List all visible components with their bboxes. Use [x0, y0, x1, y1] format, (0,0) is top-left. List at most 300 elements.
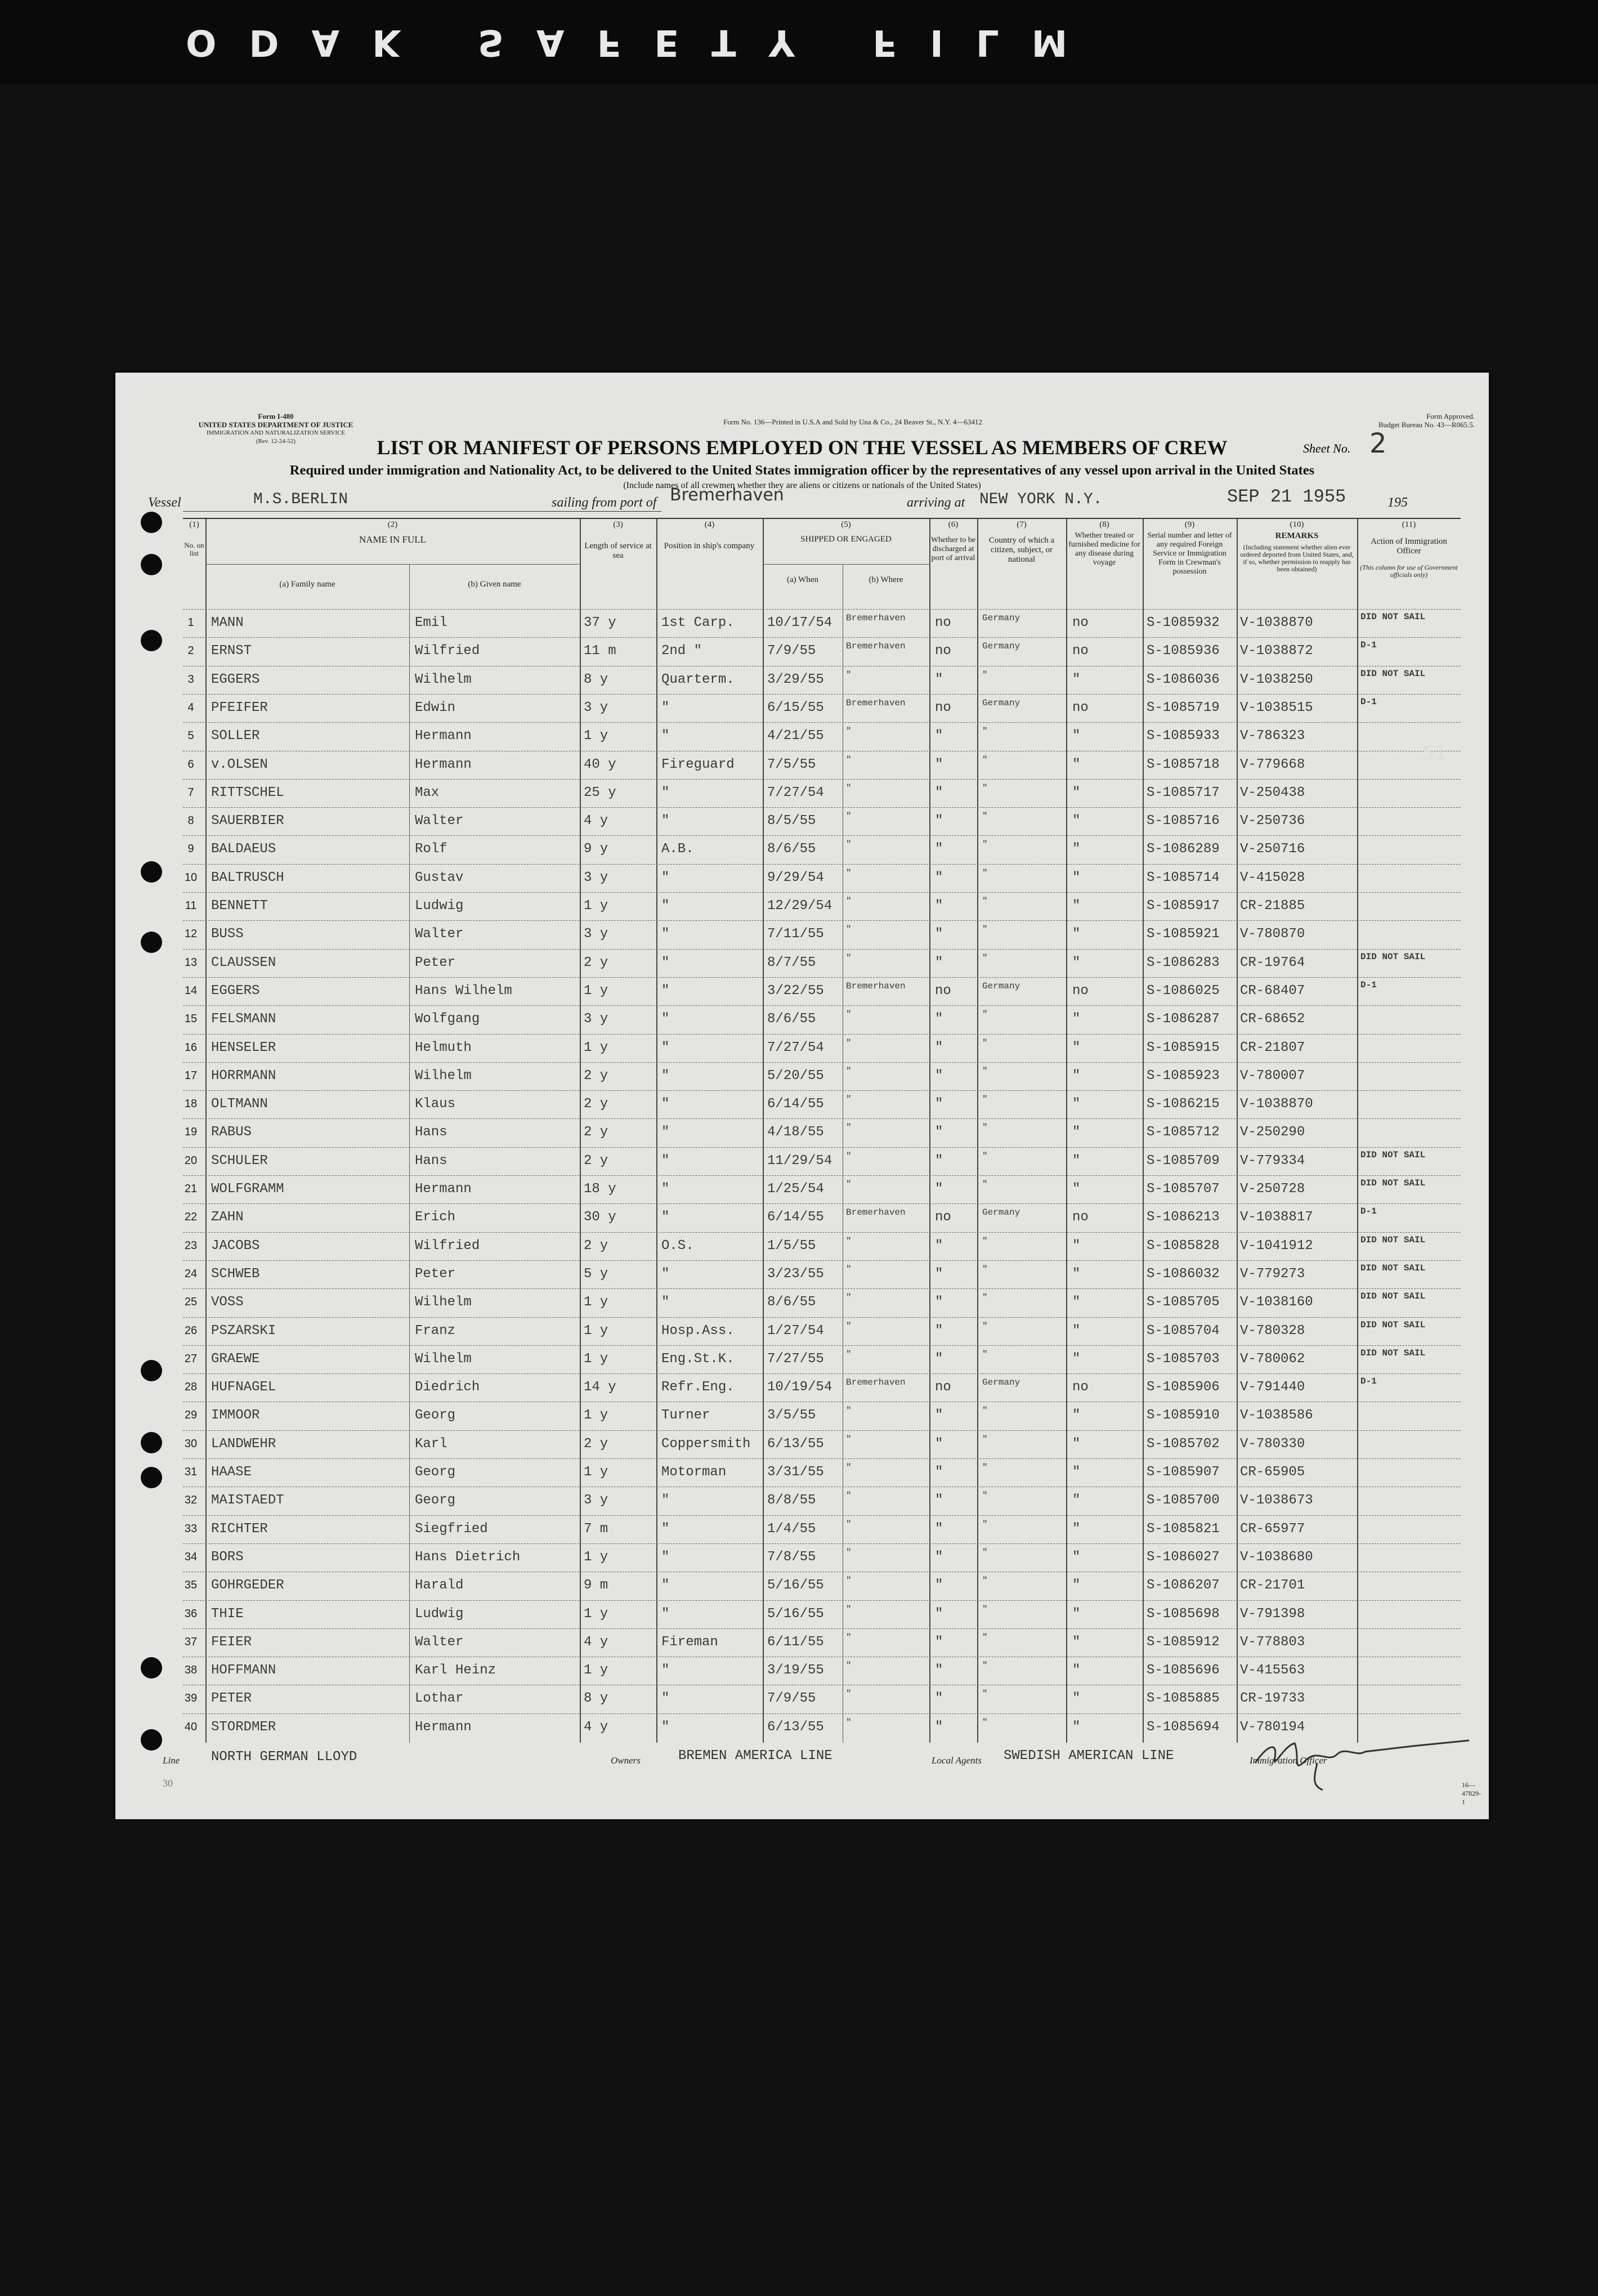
col-header-where: (b) Where	[869, 575, 903, 584]
cell-serial: S-1086287	[1147, 1012, 1220, 1027]
table-row	[183, 1118, 1461, 1147]
cell-treated: no	[1072, 1210, 1089, 1225]
cell-treated: "	[1072, 1634, 1081, 1650]
cell-given: Hermann	[415, 728, 472, 744]
table-row	[183, 1458, 1461, 1487]
cell-dis: "	[935, 1578, 943, 1594]
cell-country: Germany	[982, 613, 1020, 623]
form-approved: Form Approved.	[1426, 412, 1475, 420]
cell-country: "	[982, 726, 988, 737]
budget-number: Budget Bureau No. 43—R065.5.	[1378, 420, 1475, 429]
table-row	[183, 1657, 1461, 1685]
cell-when: 8/8/55	[767, 1493, 816, 1509]
cell-country: "	[982, 1689, 988, 1699]
cell-when: 3/19/55	[767, 1663, 824, 1679]
row-number: 2	[187, 645, 194, 657]
cell-serial: S-1085885	[1147, 1691, 1220, 1707]
col-header-remarks: REMARKS	[1275, 531, 1319, 540]
cell-treated: "	[1072, 1549, 1081, 1565]
cell-len: 2 y	[584, 1153, 608, 1169]
cell-family: JACOBS	[211, 1238, 260, 1254]
cell-pos: "	[661, 1521, 670, 1537]
cell-given: Hermann	[415, 757, 472, 772]
cell-remarks: V-1038680	[1240, 1549, 1313, 1565]
cell-where: Bremerhaven	[846, 613, 906, 623]
cell-serial: S-1085700	[1147, 1493, 1220, 1509]
cell-country: "	[982, 1491, 988, 1501]
cell-country: "	[982, 952, 988, 963]
cell-where: Bremerhaven	[846, 981, 906, 991]
cell-pos: "	[661, 1012, 670, 1027]
cell-dis: no	[935, 700, 951, 715]
cell-serial: S-1085707	[1147, 1181, 1220, 1197]
cell-country: "	[982, 839, 988, 850]
cell-when: 10/17/54	[767, 615, 832, 630]
cell-remarks: V-1038586	[1240, 1408, 1313, 1424]
col-num-3: (3)	[613, 520, 623, 529]
cell-given: Peter	[415, 1266, 456, 1282]
cell-serial: S-1085709	[1147, 1153, 1220, 1169]
cell-treated: "	[1072, 1436, 1081, 1452]
row-number: 36	[184, 1607, 198, 1620]
cell-pos: "	[661, 700, 670, 715]
vessel-underline	[183, 511, 661, 512]
cell-dis: "	[935, 1040, 943, 1055]
table-row	[183, 751, 1461, 780]
cell-remarks: V-1041912	[1240, 1238, 1313, 1254]
cell-pos: Refr.Eng.	[661, 1380, 735, 1395]
cell-where: "	[846, 669, 852, 680]
cell-when: 3/23/55	[767, 1266, 824, 1282]
cell-pos: "	[661, 1719, 670, 1735]
row-number: 1	[187, 616, 194, 629]
cell-len: 25 y	[584, 785, 616, 800]
cell-when: 6/14/55	[767, 1210, 824, 1225]
cell-len: 1 y	[584, 1663, 608, 1679]
row-number: 14	[184, 984, 198, 997]
cell-treated: "	[1072, 1040, 1081, 1055]
cell-where: "	[846, 1009, 852, 1020]
cell-dis: "	[935, 1549, 943, 1565]
cell-dis: "	[935, 1012, 943, 1027]
table-row	[183, 864, 1461, 893]
cell-serial: S-1085923	[1147, 1068, 1220, 1084]
cell-given: Wolfgang	[415, 1012, 480, 1027]
cell-pos: "	[661, 983, 670, 999]
cell-treated: "	[1072, 1096, 1081, 1112]
cell-family: MANN	[211, 615, 244, 630]
cell-country: "	[982, 782, 988, 793]
cell-where: "	[846, 1094, 852, 1105]
cell-family: THIE	[211, 1606, 244, 1622]
row-number: 10	[184, 871, 198, 884]
cell-pos: "	[661, 1040, 670, 1055]
cell-given: Ludwig	[415, 1606, 464, 1622]
cell-country: "	[982, 754, 988, 765]
cell-remarks: V-250438	[1240, 785, 1305, 800]
row-number: 6	[187, 758, 194, 771]
cell-where: "	[846, 1576, 852, 1586]
cell-serial: S-1085906	[1147, 1380, 1220, 1395]
cell-when: 6/13/55	[767, 1719, 824, 1735]
cell-family: WOLFGRAMM	[211, 1181, 284, 1197]
sailing-label: sailing from port of	[552, 495, 657, 510]
cell-pos: "	[661, 898, 670, 914]
table-row	[183, 779, 1461, 808]
col-header-remarks-note: (Including statement whether alien ever ordered deported from United States, and, if so, whether permission to reapply has been obtained)	[1240, 543, 1354, 573]
cell-len: 3 y	[584, 1012, 608, 1027]
cell-remarks: CR-21807	[1240, 1040, 1305, 1055]
cell-pos: Quarterm.	[661, 672, 735, 687]
cell-given: Peter	[415, 955, 456, 970]
table-row	[183, 1005, 1461, 1034]
cell-pos: 2nd "	[661, 643, 702, 659]
cell-country: "	[982, 1151, 988, 1161]
cell-where: "	[846, 782, 852, 793]
cell-pos: "	[661, 785, 670, 800]
cell-len: 3 y	[584, 1493, 608, 1509]
row-number: 31	[184, 1466, 198, 1478]
cell-family: FEIER	[211, 1634, 252, 1650]
cell-country: "	[982, 1547, 988, 1557]
printer-line: Form No. 136—Printed in U.S.A and Sold by Una & Co., 24 Beaver St., N.Y. 4—63412	[723, 418, 982, 426]
cell-treated: "	[1072, 728, 1081, 744]
table-row	[183, 1062, 1461, 1091]
cell-treated: "	[1072, 1181, 1081, 1197]
cell-remarks: V-1038515	[1240, 700, 1313, 715]
cell-family: ERNST	[211, 643, 252, 659]
cell-remarks: V-780328	[1240, 1323, 1305, 1339]
cell-where: "	[846, 839, 852, 850]
cell-country: "	[982, 1179, 988, 1189]
cell-serial: S-1085705	[1147, 1295, 1220, 1310]
punch-hole	[141, 554, 162, 575]
cell-when: 11/29/54	[767, 1153, 832, 1169]
cell-given: Franz	[415, 1323, 456, 1339]
cell-len: 1 y	[584, 898, 608, 914]
cell-treated: "	[1072, 1663, 1081, 1679]
cell-when: 7/11/55	[767, 927, 824, 942]
line-value: NORTH GERMAN LLOYD	[211, 1749, 357, 1765]
row-number: 17	[184, 1069, 198, 1082]
cell-country: "	[982, 1462, 988, 1473]
cell-where: "	[846, 1462, 852, 1473]
cell-treated: no	[1072, 1380, 1089, 1395]
table-row	[183, 835, 1461, 864]
cell-when: 8/6/55	[767, 1295, 816, 1310]
cell-family: PETER	[211, 1691, 252, 1707]
cell-serial: S-1085718	[1147, 757, 1220, 772]
cell-given: Wilhelm	[415, 672, 472, 687]
cell-when: 7/27/55	[767, 1351, 824, 1367]
cell-len: 7 m	[584, 1521, 608, 1537]
table-row	[183, 1487, 1461, 1515]
cell-dis: "	[935, 1691, 943, 1707]
row-number: 11	[185, 899, 197, 912]
cell-where: "	[846, 1632, 852, 1642]
cell-serial: S-1085936	[1147, 643, 1220, 659]
cell-remarks: V-780007	[1240, 1068, 1305, 1084]
cell-remarks: V-780870	[1240, 927, 1305, 942]
cell-where: "	[846, 867, 852, 878]
cell-remarks: V-779668	[1240, 757, 1305, 772]
cell-when: 8/6/55	[767, 842, 816, 857]
cell-country: "	[982, 1576, 988, 1586]
cell-remarks: V-250290	[1240, 1125, 1305, 1140]
table-row	[183, 1572, 1461, 1600]
cell-family: ZAHN	[211, 1210, 244, 1225]
cell-pos: A.B.	[661, 842, 694, 857]
cell-pos: 1st Carp.	[661, 615, 735, 630]
officer-signature	[1244, 1724, 1480, 1797]
cell-len: 1 y	[584, 1465, 608, 1480]
manifest-title: LIST OR MANIFEST OF PERSONS EMPLOYED ON THE VESSEL AS MEMBERS OF CREW	[377, 436, 1228, 459]
cell-when: 1/4/55	[767, 1521, 816, 1537]
cell-len: 37 y	[584, 615, 616, 630]
cell-serial: S-1085821	[1147, 1521, 1220, 1537]
cell-remarks: V-1038870	[1240, 1096, 1313, 1112]
cell-family: GOHRGEDER	[211, 1578, 284, 1594]
cell-serial: S-1085910	[1147, 1408, 1220, 1424]
table-row	[183, 637, 1461, 666]
cell-dis: "	[935, 813, 943, 829]
cell-where: "	[846, 811, 852, 822]
cell-treated: "	[1072, 955, 1081, 970]
cell-treated: "	[1072, 1465, 1081, 1480]
cell-len: 8 y	[584, 1691, 608, 1707]
punch-hole	[141, 861, 162, 883]
punch-hole	[141, 1657, 162, 1679]
cell-where: "	[846, 1037, 852, 1048]
cell-family: IMMOOR	[211, 1408, 260, 1424]
agents-label: Local Agents	[932, 1755, 982, 1766]
cell-pos: "	[661, 728, 670, 744]
cell-family: STORDMER	[211, 1719, 276, 1735]
name-header-rule	[205, 564, 579, 565]
cell-family: SAUERBIER	[211, 813, 284, 829]
cell-action: D-1	[1360, 640, 1377, 651]
cell-given: Walter	[415, 1634, 464, 1650]
page-mark: 30	[163, 1778, 173, 1789]
cell-treated: "	[1072, 927, 1081, 942]
row-number: 13	[184, 956, 198, 969]
cell-where: "	[846, 1434, 852, 1444]
cell-len: 2 y	[584, 955, 608, 970]
cell-dis: "	[935, 1295, 943, 1310]
cell-remarks: V-250716	[1240, 842, 1305, 857]
table-row	[183, 1373, 1461, 1402]
cell-pos: "	[661, 1493, 670, 1509]
cell-len: 11 m	[584, 643, 616, 659]
cell-when: 7/9/55	[767, 1691, 816, 1707]
cell-where: "	[846, 896, 852, 906]
col-header-action-note: (This column for use of Government officials only)	[1360, 563, 1458, 579]
cell-serial: S-1086213	[1147, 1210, 1220, 1225]
cell-len: 30 y	[584, 1210, 616, 1225]
cell-where: "	[846, 1066, 852, 1076]
cell-when: 6/11/55	[767, 1634, 824, 1650]
cell-given: Karl	[415, 1436, 447, 1452]
cell-country: "	[982, 1717, 988, 1727]
cell-pos: "	[661, 1663, 670, 1679]
cell-dis: no	[935, 643, 951, 659]
cell-len: 40 y	[584, 757, 616, 772]
table-row	[183, 892, 1461, 921]
cell-when: 5/20/55	[767, 1068, 824, 1084]
cell-remarks: V-791440	[1240, 1380, 1305, 1395]
agents-value: SWEDISH AMERICAN LINE	[1004, 1748, 1174, 1764]
cell-action: D-1	[1360, 979, 1377, 990]
cell-serial: S-1085912	[1147, 1634, 1220, 1650]
cell-pos: "	[661, 1210, 670, 1225]
table-row	[183, 694, 1461, 723]
cell-family: SCHWEB	[211, 1266, 260, 1282]
cell-len: 2 y	[584, 1096, 608, 1112]
cell-action: DID NOT SAIL	[1360, 1234, 1426, 1245]
cell-pos: "	[661, 1606, 670, 1622]
col-header-length: Length of service at sea	[584, 541, 652, 560]
cell-len: 1 y	[584, 1408, 608, 1424]
punch-hole	[141, 630, 162, 651]
cell-treated: "	[1072, 1408, 1081, 1424]
cell-len: 2 y	[584, 1436, 608, 1452]
cell-serial: S-1086036	[1147, 672, 1220, 687]
cell-given: Hans	[415, 1125, 447, 1140]
cell-serial: S-1085704	[1147, 1323, 1220, 1339]
row-number: 19	[184, 1126, 198, 1139]
col-num-10: (10)	[1290, 520, 1304, 529]
cell-pos: "	[661, 1181, 670, 1197]
cell-country: "	[982, 1122, 988, 1133]
row-number: 30	[184, 1437, 198, 1450]
cell-family: EGGERS	[211, 983, 260, 999]
cell-country: "	[982, 924, 988, 935]
cell-dis: "	[935, 1521, 943, 1537]
cell-family: VOSS	[211, 1295, 244, 1310]
cell-len: 1 y	[584, 728, 608, 744]
cell-remarks: V-779334	[1240, 1153, 1305, 1169]
row-number: 35	[184, 1579, 198, 1592]
cell-country: "	[982, 1434, 988, 1444]
cell-given: Emil	[415, 615, 447, 630]
cell-family: PFEIFER	[211, 700, 268, 715]
cell-serial: S-1085717	[1147, 785, 1220, 800]
form-number: Form I-480	[258, 412, 294, 420]
cell-given: Wilfried	[415, 643, 480, 659]
cell-len: 18 y	[584, 1181, 616, 1197]
cell-pos: Fireman	[661, 1634, 718, 1650]
cell-where: "	[846, 1321, 852, 1331]
cell-family: BUSS	[211, 927, 244, 942]
cell-when: 10/19/54	[767, 1380, 832, 1395]
cell-when: 7/27/54	[767, 1040, 824, 1055]
cell-treated: "	[1072, 870, 1081, 885]
cell-where: "	[846, 1604, 852, 1614]
cell-dis: "	[935, 1634, 943, 1650]
year-suffix: 195	[1387, 495, 1408, 510]
cell-action: D-1	[1360, 1206, 1377, 1217]
cell-remarks: V-779273	[1240, 1266, 1305, 1282]
table-row	[183, 666, 1461, 695]
arrival-date-stamp: SEP 21 1955	[1227, 486, 1346, 507]
cell-serial: S-1086027	[1147, 1549, 1220, 1565]
cell-treated: "	[1072, 898, 1081, 914]
cell-treated: "	[1072, 1493, 1081, 1509]
cell-where: Bremerhaven	[846, 697, 906, 708]
table-row	[183, 807, 1461, 836]
cell-action: DID NOT SAIL	[1360, 1291, 1426, 1302]
col-num-5: (5)	[841, 520, 851, 529]
table-row	[183, 1345, 1461, 1374]
cell-dis: "	[935, 757, 943, 772]
cell-family: RICHTER	[211, 1521, 268, 1537]
cell-when: 7/5/55	[767, 757, 816, 772]
cell-where: "	[846, 1406, 852, 1416]
cell-serial: S-1085915	[1147, 1040, 1220, 1055]
cell-when: 1/5/55	[767, 1238, 816, 1254]
cell-dis: "	[935, 1096, 943, 1112]
table-row	[183, 1034, 1461, 1063]
cell-family: SOLLER	[211, 728, 260, 744]
cell-where: "	[846, 1122, 852, 1133]
port-of-departure: Bremerhaven	[670, 485, 784, 505]
cell-serial: S-1086215	[1147, 1096, 1220, 1112]
cell-country: "	[982, 1661, 988, 1671]
cell-dis: "	[935, 1493, 943, 1509]
col-num-9: (9)	[1184, 520, 1195, 529]
cell-dis: "	[935, 1125, 943, 1140]
cell-pos: "	[661, 1549, 670, 1565]
cell-serial: S-1085698	[1147, 1606, 1220, 1622]
table-row	[183, 1175, 1461, 1204]
cell-serial: S-1085932	[1147, 615, 1220, 630]
cell-family: HENSELER	[211, 1040, 276, 1055]
line-label: Line	[163, 1755, 180, 1766]
cell-serial: S-1085907	[1147, 1465, 1220, 1480]
col-header-action: Action of Immigration Officer	[1371, 537, 1447, 556]
table-row	[183, 1147, 1461, 1176]
cell-treated: "	[1072, 842, 1081, 857]
punch-hole	[141, 1467, 162, 1488]
table-row	[183, 949, 1461, 978]
cell-where: Bremerhaven	[846, 1207, 906, 1218]
cell-len: 8 y	[584, 672, 608, 687]
cell-where: "	[846, 1264, 852, 1274]
cell-serial: S-1085933	[1147, 728, 1220, 744]
cell-given: Hans Dietrich	[415, 1549, 521, 1565]
cell-remarks: V-780062	[1240, 1351, 1305, 1367]
cell-country: Germany	[982, 1207, 1020, 1218]
cell-action: DID NOT SAIL	[1360, 1263, 1426, 1273]
cell-when: 1/27/54	[767, 1323, 824, 1339]
cell-treated: "	[1072, 785, 1081, 800]
cell-pos: Fireguard	[661, 757, 735, 772]
row-number: 4	[187, 701, 194, 714]
col-header-no: No. on list	[184, 541, 204, 557]
cell-country: "	[982, 1236, 988, 1246]
service-name: IMMIGRATION AND NATURALIZATION SERVICE	[206, 429, 346, 436]
cell-action: DID NOT SAIL	[1360, 612, 1426, 622]
row-number: 29	[184, 1409, 198, 1422]
cell-when: 5/16/55	[767, 1578, 824, 1594]
cell-pos: "	[661, 955, 670, 970]
manifest-subtitle: Required under immigration and Nationality Act, to be delivered to the United States immigration officer by the representatives of any vessel upon arrival in the United States	[289, 463, 1315, 478]
cell-family: EGGERS	[211, 672, 260, 687]
cell-len: 2 y	[584, 1125, 608, 1140]
cell-treated: no	[1072, 700, 1089, 715]
cell-len: 3 y	[584, 700, 608, 715]
cell-dis: "	[935, 1719, 943, 1735]
